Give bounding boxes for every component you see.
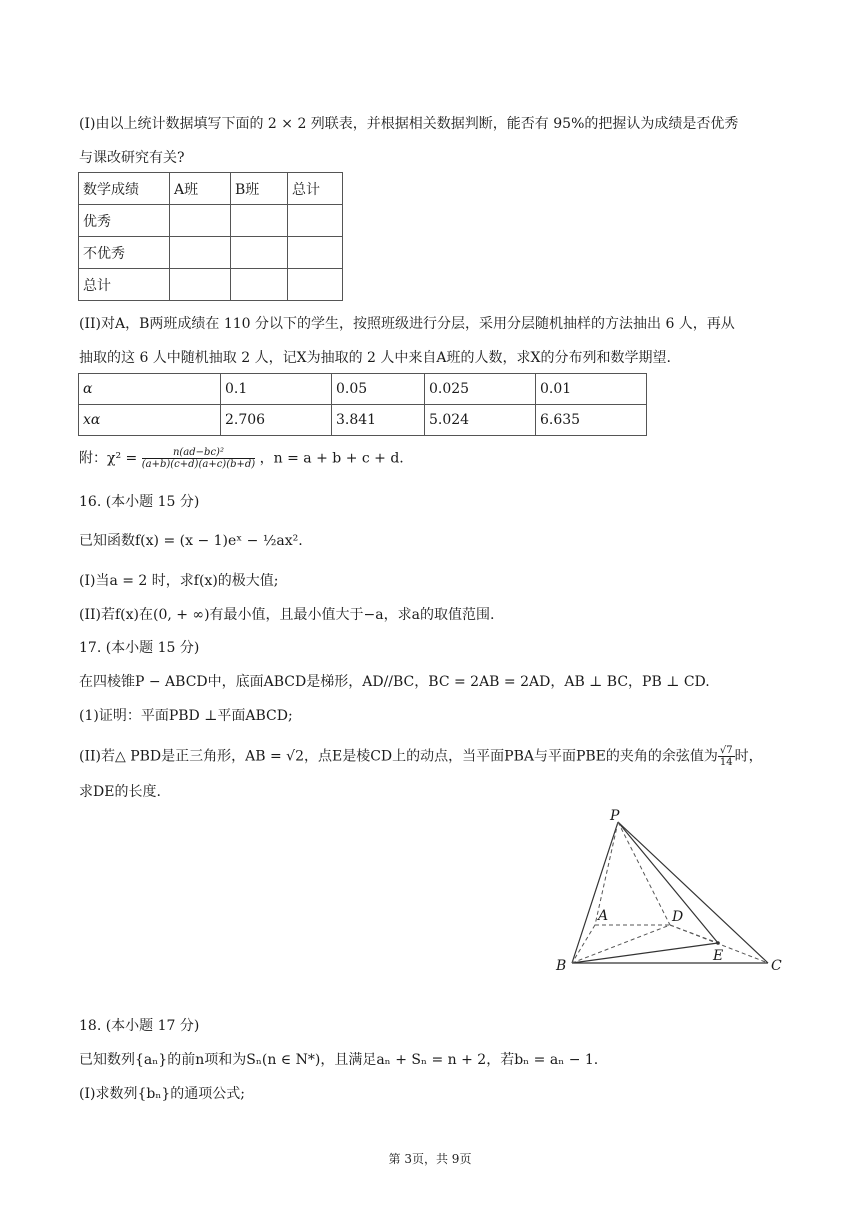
table-cell: 总计 xyxy=(288,173,343,205)
table-cell: 0.01 xyxy=(536,374,647,405)
critical-value-table xyxy=(78,373,647,436)
q17-part2-line1 xyxy=(79,745,763,768)
table-cell: 2.706 xyxy=(221,405,332,436)
table-cell xyxy=(231,237,288,269)
label-A: A xyxy=(598,908,609,924)
label-E: E xyxy=(713,948,724,964)
q15-part2-line1: (II)对A，B两班成绩在 110 分以下的学生，按照班级进行分层，采用分层随机抽样的方法抽出 6 人，再从 xyxy=(79,316,735,332)
q18-part1: (I)求数列{bₙ}的通项公式; xyxy=(79,1086,246,1102)
edge-AB xyxy=(572,925,595,963)
table-cell: 0.025 xyxy=(425,374,536,405)
table-row xyxy=(79,237,343,269)
table-cell xyxy=(288,269,343,301)
table-cell: 数学成绩 xyxy=(79,173,170,205)
table-cell: α xyxy=(79,374,221,405)
label-D: D xyxy=(672,909,684,925)
cosine-numerator: √7 xyxy=(719,745,733,756)
table-cell: 0.1 xyxy=(221,374,332,405)
table-cell xyxy=(170,269,231,301)
formula-suffix: ，n = a + b + c + d. xyxy=(259,450,404,467)
formula-denominator: (a+b)(c+d)(a+c)(b+d) xyxy=(141,459,256,470)
label-C: C xyxy=(771,958,782,974)
edge-PD xyxy=(618,822,670,925)
q17-part2-text: (II)若△ PBD是正三角形，AB = √2，点E是棱CD上的动点，当平面PBA与平面PBE的夹角的余弦值为 xyxy=(79,748,718,765)
q18-header: 18. (本小题 17 分) xyxy=(79,1018,200,1034)
contingency-table xyxy=(78,172,343,301)
table-row xyxy=(79,374,647,405)
table-cell xyxy=(231,269,288,301)
formula-numerator: n(ad−bc)² xyxy=(142,447,255,459)
table-cell xyxy=(231,205,288,237)
q17-part2-tail: 时， xyxy=(734,748,763,765)
table-cell: B班 xyxy=(231,173,288,205)
table-row xyxy=(79,269,343,301)
q17-part1: (1)证明：平面PBD ⊥平面ABCD; xyxy=(79,708,293,724)
q15-part1-line1: (I)由以上统计数据填写下面的 2 × 2 列联表，并根据相关数据判断，能否有 95%的把握认为成绩是否优秀 xyxy=(79,116,739,132)
pyramid-figure xyxy=(550,800,790,980)
table-cell: 6.635 xyxy=(536,405,647,436)
table-cell xyxy=(170,205,231,237)
q16-stem: 已知函数f(x) = (x − 1)eˣ − ½ax². xyxy=(79,533,303,549)
chi-square-formula xyxy=(79,447,404,470)
q17-header: 17. (本小题 15 分) xyxy=(79,640,200,656)
edge-BD xyxy=(572,925,670,963)
table-cell xyxy=(170,237,231,269)
label-B: B xyxy=(556,958,567,974)
q17-part2-line2: 求DE的长度. xyxy=(79,784,161,800)
point-E-dot xyxy=(716,941,720,945)
table-cell: 不优秀 xyxy=(79,237,170,269)
table-cell: A班 xyxy=(170,173,231,205)
label-P: P xyxy=(610,808,620,824)
edge-PC xyxy=(618,822,768,963)
cosine-fraction xyxy=(718,745,735,768)
page-footer: 第 3页，共 9页 xyxy=(388,1152,472,1166)
table-cell: 优秀 xyxy=(79,205,170,237)
table-row xyxy=(79,173,343,205)
table-cell: 0.05 xyxy=(332,374,425,405)
table-cell: 总计 xyxy=(79,269,170,301)
q15-part2-line2: 抽取的这 6 人中随机抽取 2 人，记X为抽取的 2 人中来自A班的人数，求X的分布列和数学期望. xyxy=(79,350,671,366)
q18-stem: 已知数列{aₙ}的前n项和为Sₙ(n ∈ N*)，且满足aₙ + Sₙ = n + 2，若bₙ = aₙ − 1. xyxy=(79,1052,599,1068)
table-cell xyxy=(288,237,343,269)
table-cell: 5.024 xyxy=(425,405,536,436)
formula-prefix: 附：χ² = xyxy=(79,450,138,467)
table-cell xyxy=(288,205,343,237)
formula-fraction xyxy=(142,447,255,470)
edge-BE xyxy=(572,943,718,963)
q17-stem: 在四棱锥P − ABCD中，底面ABCD是梯形，AD//BC，BC = 2AB = 2AD，AB ⊥ BC，PB ⊥ CD. xyxy=(79,674,710,690)
table-row xyxy=(79,405,647,436)
edge-PB xyxy=(572,822,618,963)
q16-part1: (I)当a = 2 时，求f(x)的极大值; xyxy=(79,573,279,589)
q16-header: 16. (本小题 15 分) xyxy=(79,494,200,510)
q16-part2: (II)若f(x)在(0, + ∞)有最小值，且最小值大于−a，求a的取值范围. xyxy=(79,607,495,623)
q15-part1-line2: 与课改研究有关? xyxy=(79,150,185,166)
cosine-denominator: 14 xyxy=(719,757,733,768)
table-row xyxy=(79,205,343,237)
table-cell: 3.841 xyxy=(332,405,425,436)
table-cell: xα xyxy=(79,405,221,436)
